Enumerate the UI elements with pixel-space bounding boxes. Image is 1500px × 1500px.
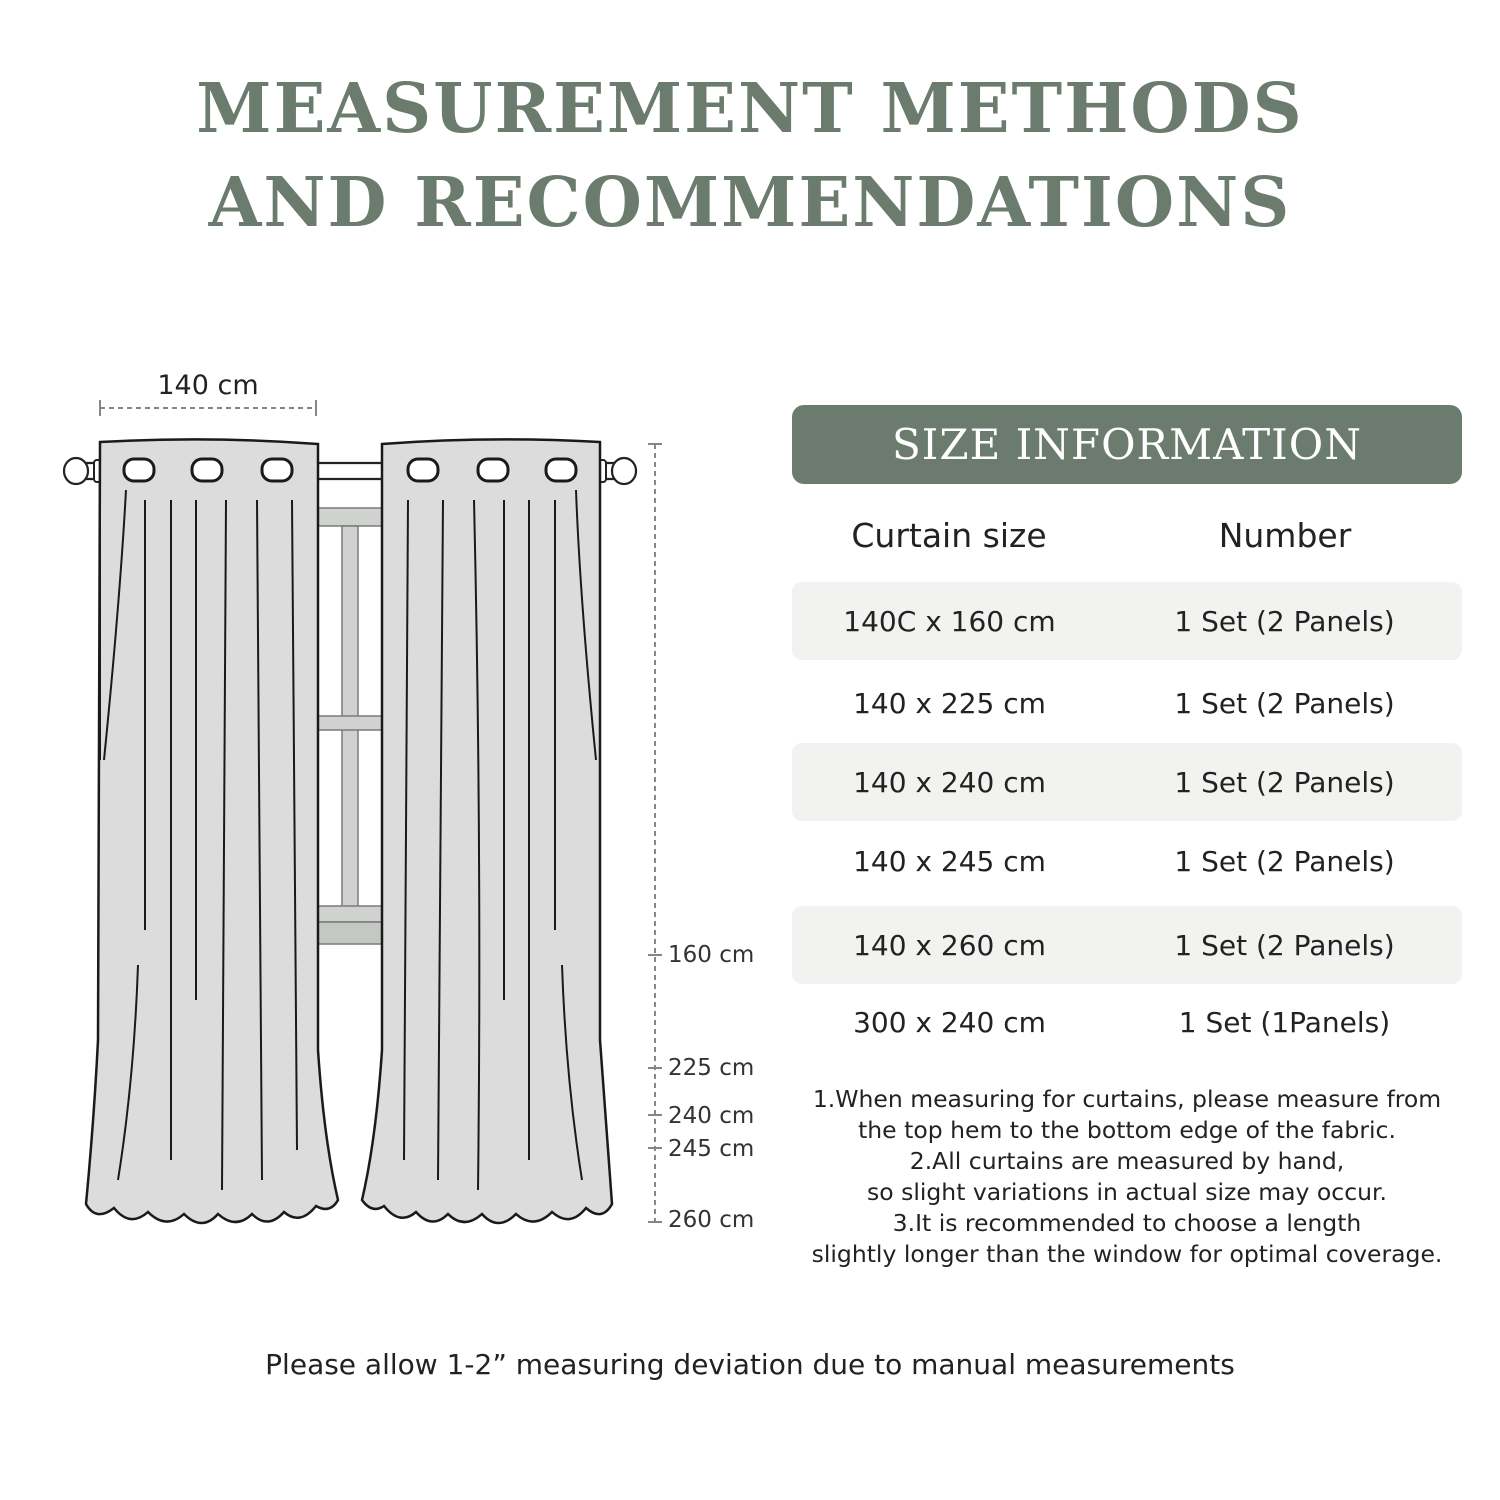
length-dimension-line — [648, 444, 662, 1222]
width-dimension-line — [100, 400, 316, 416]
table-row — [792, 582, 1462, 660]
right-curtain-panel — [362, 439, 612, 1223]
row-number: 1 Set (2 Panels) — [1174, 844, 1395, 878]
width-label: 140 cm — [157, 370, 259, 401]
row-size: 140C x 160 cm — [843, 604, 1056, 638]
size-info-header — [792, 405, 1462, 484]
table-row — [792, 743, 1462, 821]
row-number: 1 Set (1Panels) — [1178, 1005, 1391, 1039]
row-number: 1 Set (2 Panels) — [1174, 765, 1395, 799]
row-size: 140 x 225 cm — [853, 686, 1046, 720]
table-row — [792, 664, 1462, 742]
column-header-number: Number — [1218, 516, 1352, 555]
title-line-2: AND RECOMMENDATIONS — [208, 163, 1292, 243]
note-line: so slight variations in actual size may occur. — [866, 1178, 1388, 1206]
note-line: 3.It is recommended to choose a length — [892, 1209, 1362, 1237]
size-info-header-label: SIZE INFORMATION — [892, 420, 1362, 469]
length-label-245: 245 cm — [668, 1136, 755, 1162]
note-line: 1.When measuring for curtains, please measure from — [812, 1085, 1442, 1113]
length-label-225: 225 cm — [668, 1055, 755, 1081]
row-size: 140 x 245 cm — [853, 844, 1046, 878]
window-frame — [314, 508, 386, 944]
left-curtain-panel — [86, 439, 338, 1223]
table-row — [792, 983, 1462, 1061]
column-header-curtain-size: Curtain size — [851, 516, 1047, 555]
row-number: 1 Set (2 Panels) — [1174, 928, 1395, 962]
length-label-240: 240 cm — [668, 1103, 755, 1129]
row-size: 140 x 240 cm — [853, 765, 1046, 799]
table-row — [792, 906, 1462, 984]
row-number: 1 Set (2 Panels) — [1174, 604, 1395, 638]
row-size: 300 x 240 cm — [853, 1005, 1046, 1039]
deviation-footer: Please allow 1-2” measuring deviation due to manual measurements — [265, 1348, 1235, 1381]
title-line-1: MEASUREMENT METHODS — [196, 69, 1304, 149]
measurement-notes — [792, 1084, 1462, 1270]
note-line: slightly longer than the window for optimal coverage. — [811, 1240, 1443, 1268]
row-size: 140 x 260 cm — [853, 928, 1046, 962]
table-row — [792, 822, 1462, 900]
note-line: the top hem to the bottom edge of the fabric. — [858, 1116, 1396, 1144]
length-label-260: 260 cm — [668, 1207, 755, 1233]
row-number: 1 Set (2 Panels) — [1174, 686, 1395, 720]
length-label-160: 160 cm — [668, 942, 755, 968]
note-line: 2.All curtains are measured by hand, — [909, 1147, 1345, 1175]
